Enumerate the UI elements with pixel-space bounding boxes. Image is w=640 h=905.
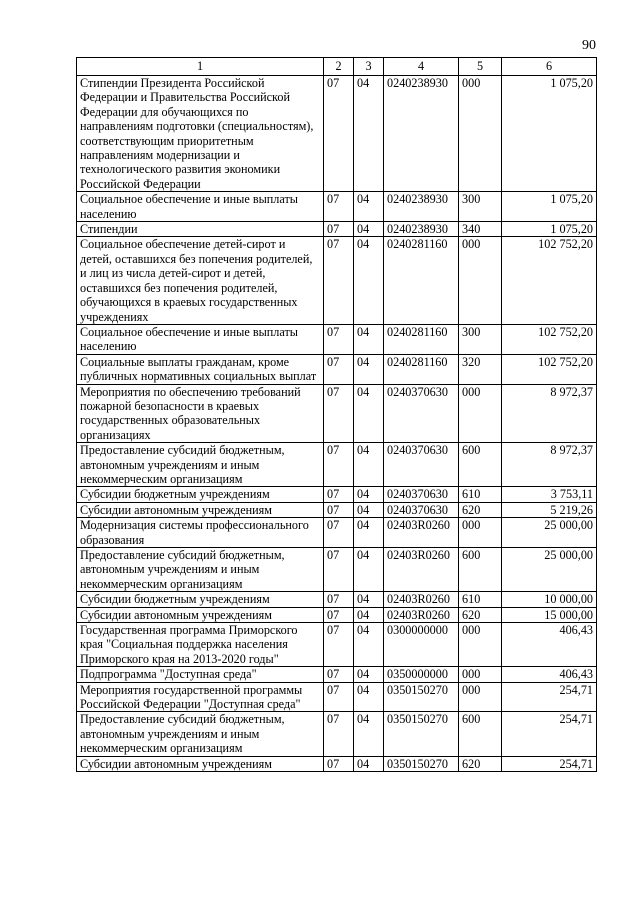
section-code: 07: [324, 222, 354, 237]
subsection-code: 04: [354, 667, 384, 682]
budget-item-name: Стипендии Президента Российской Федерации и Правительства Российской Федерации для обучающихся по направлениям подготовки (специальностям), соответствующим приоритетным направлениям модернизации и технологического развития экономики Российской Федерации: [77, 76, 324, 192]
subsection-code: 04: [354, 443, 384, 487]
budget-item-name: Мероприятия государственной программы Российской Федерации "Доступная среда": [77, 682, 324, 712]
section-code: 07: [324, 756, 354, 771]
amount-value: 254,71: [502, 756, 597, 771]
amount-value: 25 000,00: [502, 548, 597, 592]
section-code: 07: [324, 667, 354, 682]
table-row: [77, 756, 597, 771]
amount-value: 5 219,26: [502, 502, 597, 517]
expense-type-code: 300: [459, 324, 502, 354]
table-row: [77, 324, 597, 354]
target-article-code: 0350150270: [384, 756, 459, 771]
expense-type-code: 000: [459, 237, 502, 324]
amount-value: 102 752,20: [502, 354, 597, 384]
expense-type-code: 600: [459, 712, 502, 756]
target-article-code: 0240370630: [384, 487, 459, 502]
target-article-code: 0240238930: [384, 222, 459, 237]
section-code: 07: [324, 712, 354, 756]
budget-table: [76, 57, 597, 772]
budget-item-name: Социальное обеспечение и иные выплаты населению: [77, 324, 324, 354]
expense-type-code: 620: [459, 502, 502, 517]
section-code: 07: [324, 592, 354, 607]
amount-value: 254,71: [502, 712, 597, 756]
table-row: [77, 623, 597, 667]
section-code: 07: [324, 487, 354, 502]
subsection-code: 04: [354, 354, 384, 384]
subsection-code: 04: [354, 592, 384, 607]
amount-value: 8 972,37: [502, 384, 597, 443]
expense-type-code: 620: [459, 756, 502, 771]
amount-value: 10 000,00: [502, 592, 597, 607]
section-code: 07: [324, 354, 354, 384]
budget-item-name: Предоставление субсидий бюджетным, автономным учреждениям и иным некоммерческим организациям: [77, 712, 324, 756]
target-article-code: 02403R0260: [384, 607, 459, 622]
target-article-code: 0350000000: [384, 667, 459, 682]
column-header: 5: [459, 58, 502, 76]
expense-type-code: 620: [459, 607, 502, 622]
expense-type-code: 000: [459, 623, 502, 667]
amount-value: 15 000,00: [502, 607, 597, 622]
table-row: [77, 192, 597, 222]
budget-item-name: Социальные выплаты гражданам, кроме публичных нормативных социальных выплат: [77, 354, 324, 384]
amount-value: 406,43: [502, 667, 597, 682]
budget-item-name: Мероприятия по обеспечению требований пожарной безопасности в краевых государственных образовательных организациях: [77, 384, 324, 443]
section-code: 07: [324, 502, 354, 517]
table-row: [77, 592, 597, 607]
target-article-code: 02403R0260: [384, 548, 459, 592]
section-code: 07: [324, 623, 354, 667]
expense-type-code: 340: [459, 222, 502, 237]
page-number: 90: [582, 38, 596, 53]
amount-value: 1 075,20: [502, 76, 597, 192]
amount-value: 3 753,11: [502, 487, 597, 502]
expense-type-code: 600: [459, 548, 502, 592]
expense-type-code: 000: [459, 682, 502, 712]
table-row: [77, 443, 597, 487]
amount-value: 406,43: [502, 623, 597, 667]
budget-item-name: Модернизация системы профессионального образования: [77, 518, 324, 548]
target-article-code: 0240370630: [384, 502, 459, 517]
section-code: 07: [324, 192, 354, 222]
target-article-code: 0240281160: [384, 237, 459, 324]
expense-type-code: 320: [459, 354, 502, 384]
table-row: [77, 487, 597, 502]
subsection-code: 04: [354, 756, 384, 771]
subsection-code: 04: [354, 324, 384, 354]
table-row: [77, 502, 597, 517]
section-code: 07: [324, 237, 354, 324]
budget-item-name: Предоставление субсидий бюджетным, автономным учреждениям и иным некоммерческим организациям: [77, 548, 324, 592]
section-code: 07: [324, 682, 354, 712]
subsection-code: 04: [354, 487, 384, 502]
target-article-code: 0240370630: [384, 443, 459, 487]
amount-value: 1 075,20: [502, 222, 597, 237]
column-header: 2: [324, 58, 354, 76]
column-header: 6: [502, 58, 597, 76]
target-article-code: 0240238930: [384, 76, 459, 192]
table-row: [77, 682, 597, 712]
column-header: 4: [384, 58, 459, 76]
section-code: 07: [324, 443, 354, 487]
amount-value: 254,71: [502, 682, 597, 712]
subsection-code: 04: [354, 518, 384, 548]
table-row: [77, 354, 597, 384]
subsection-code: 04: [354, 192, 384, 222]
amount-value: 1 075,20: [502, 192, 597, 222]
budget-item-name: Субсидии бюджетным учреждениям: [77, 592, 324, 607]
subsection-code: 04: [354, 76, 384, 192]
subsection-code: 04: [354, 548, 384, 592]
budget-item-name: Субсидии бюджетным учреждениям: [77, 487, 324, 502]
target-article-code: 0240370630: [384, 384, 459, 443]
section-code: 07: [324, 607, 354, 622]
table-row: [77, 76, 597, 192]
expense-type-code: 000: [459, 667, 502, 682]
column-header: 3: [354, 58, 384, 76]
expense-type-code: 610: [459, 487, 502, 502]
subsection-code: 04: [354, 384, 384, 443]
table-row: [77, 667, 597, 682]
budget-item-name: Стипендии: [77, 222, 324, 237]
table-row: [77, 237, 597, 324]
budget-item-name: Субсидии автономным учреждениям: [77, 502, 324, 517]
target-article-code: 02403R0260: [384, 592, 459, 607]
subsection-code: 04: [354, 712, 384, 756]
table-header: [77, 58, 597, 76]
section-code: 07: [324, 76, 354, 192]
subsection-code: 04: [354, 222, 384, 237]
target-article-code: 0240238930: [384, 192, 459, 222]
amount-value: 102 752,20: [502, 324, 597, 354]
table-row: [77, 712, 597, 756]
table-row: [77, 548, 597, 592]
target-article-code: 0240281160: [384, 354, 459, 384]
target-article-code: 0300000000: [384, 623, 459, 667]
target-article-code: 0240281160: [384, 324, 459, 354]
section-code: 07: [324, 518, 354, 548]
section-code: 07: [324, 548, 354, 592]
subsection-code: 04: [354, 502, 384, 517]
target-article-code: 0350150270: [384, 682, 459, 712]
subsection-code: 04: [354, 623, 384, 667]
subsection-code: 04: [354, 682, 384, 712]
budget-item-name: Субсидии автономным учреждениям: [77, 607, 324, 622]
amount-value: 8 972,37: [502, 443, 597, 487]
budget-item-name: Государственная программа Приморского края "Социальная поддержка населения Приморского края на 2013-2020 годы": [77, 623, 324, 667]
budget-item-name: Социальное обеспечение детей-сирот и детей, оставшихся без попечения родителей, и лиц из числа детей-сирот и детей, оставшихся без попечения родителей, обучающихся в краевых государственных учреждениях: [77, 237, 324, 324]
table-row: [77, 222, 597, 237]
section-code: 07: [324, 384, 354, 443]
subsection-code: 04: [354, 607, 384, 622]
table-body: [77, 76, 597, 772]
section-code: 07: [324, 324, 354, 354]
expense-type-code: 000: [459, 384, 502, 443]
table-row: [77, 518, 597, 548]
amount-value: 25 000,00: [502, 518, 597, 548]
subsection-code: 04: [354, 237, 384, 324]
header-row: [77, 58, 597, 76]
expense-type-code: 610: [459, 592, 502, 607]
budget-item-name: Социальное обеспечение и иные выплаты населению: [77, 192, 324, 222]
column-header: 1: [77, 58, 324, 76]
expense-type-code: 300: [459, 192, 502, 222]
target-article-code: 02403R0260: [384, 518, 459, 548]
amount-value: 102 752,20: [502, 237, 597, 324]
expense-type-code: 000: [459, 76, 502, 192]
expense-type-code: 000: [459, 518, 502, 548]
budget-item-name: Подпрограмма "Доступная среда": [77, 667, 324, 682]
table-row: [77, 384, 597, 443]
budget-item-name: Субсидии автономным учреждениям: [77, 756, 324, 771]
table-row: [77, 607, 597, 622]
budget-item-name: Предоставление субсидий бюджетным, автономным учреждениям и иным некоммерческим организациям: [77, 443, 324, 487]
expense-type-code: 600: [459, 443, 502, 487]
target-article-code: 0350150270: [384, 712, 459, 756]
